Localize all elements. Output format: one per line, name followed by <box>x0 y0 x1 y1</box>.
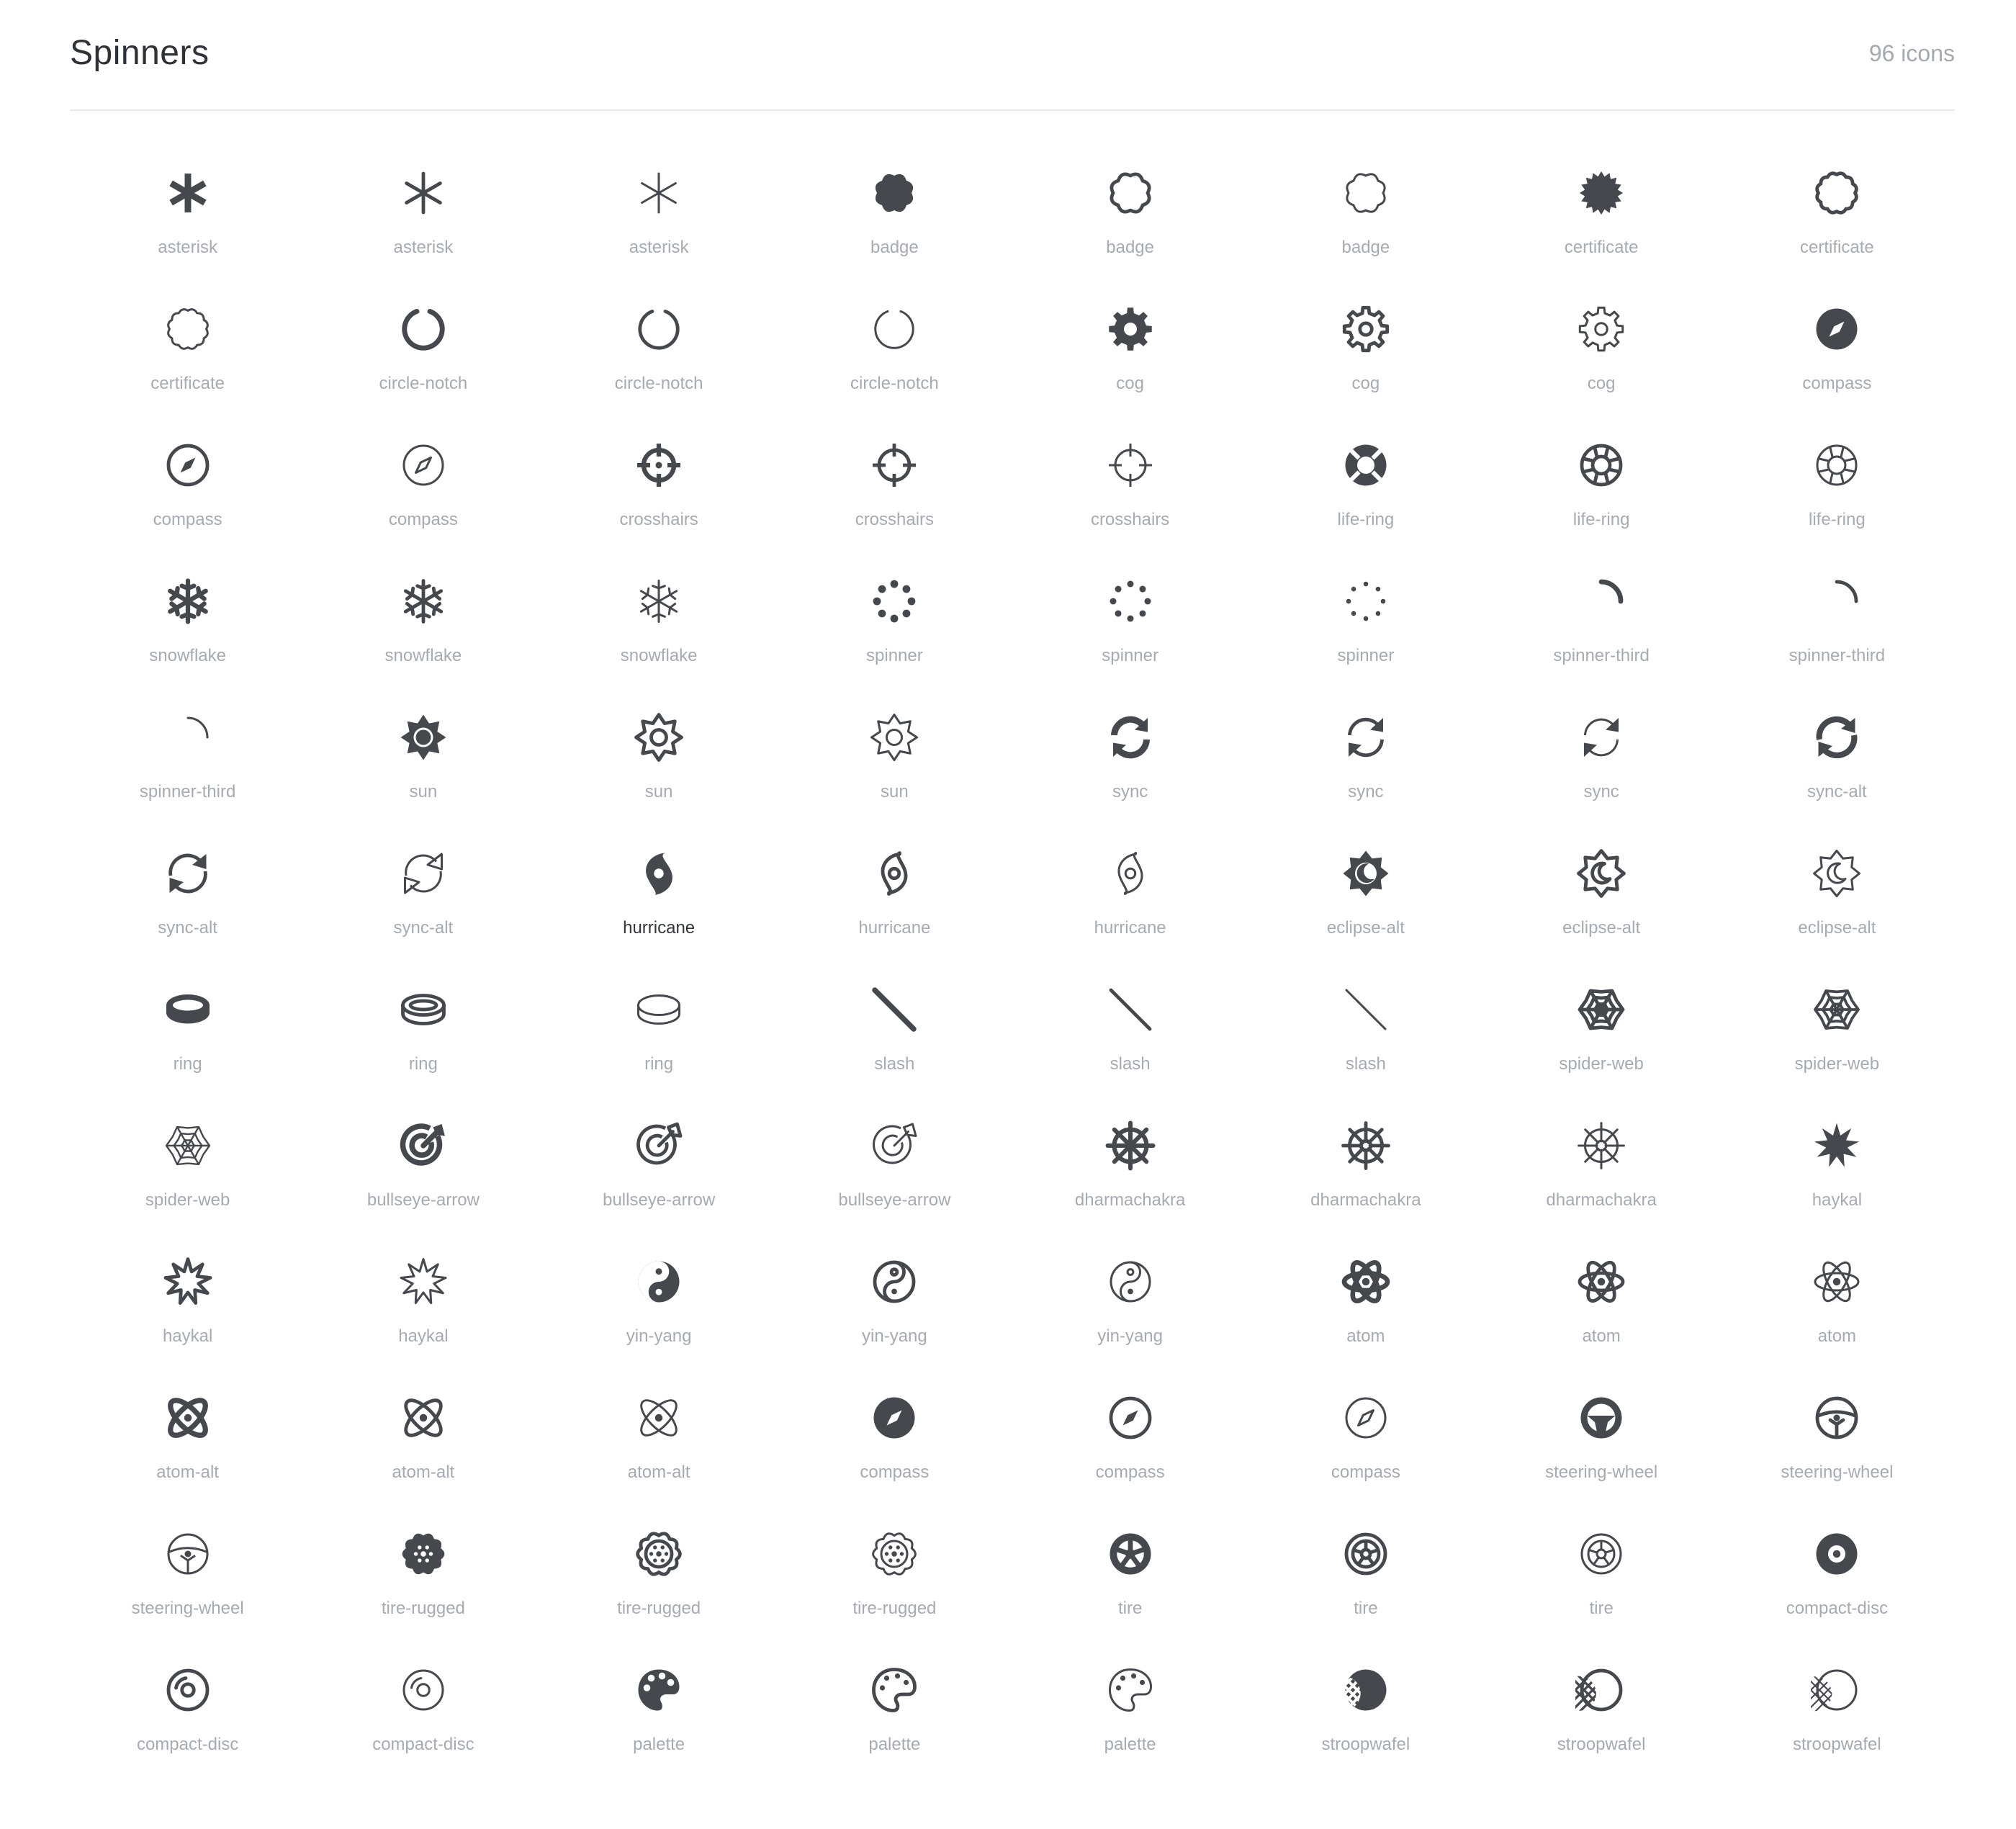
icon-label: slash <box>874 1054 915 1074</box>
icon-label: haykal <box>162 1326 213 1346</box>
compact-disc-icon <box>397 1664 449 1716</box>
icon-tile-hurricane-regular[interactable] <box>777 817 1012 953</box>
icon-label: ring <box>644 1054 674 1074</box>
icon-label: steering-wheel <box>1781 1462 1894 1482</box>
icon-tile-sun-light[interactable] <box>777 681 1012 817</box>
haykal-icon <box>162 1256 214 1308</box>
sync-alt-icon <box>162 848 214 899</box>
icon-label: spinner-third <box>1788 646 1886 665</box>
icon-tile-spider-web-light[interactable] <box>70 1089 305 1226</box>
eclipse-alt-icon <box>1340 848 1392 899</box>
icon-label: compass <box>153 510 222 529</box>
atom-alt-icon <box>162 1392 214 1444</box>
icon-tile-atom-light[interactable] <box>1719 1226 1955 1362</box>
icon-label: spider-web <box>1794 1054 1880 1074</box>
icon-label: compact-disc <box>1786 1599 1889 1618</box>
icon-tile-tire-rugged-regular[interactable] <box>541 1498 777 1634</box>
icon-tile-snowflake-light[interactable] <box>541 545 777 681</box>
icon-label: atom-alt <box>627 1462 690 1482</box>
icon-tile-sync-alt-light[interactable] <box>305 817 541 953</box>
icon-tile-dharmachakra-light[interactable] <box>1484 1089 1719 1226</box>
icon-tile-yin-yang-regular[interactable] <box>777 1226 1012 1362</box>
life-ring-icon <box>1811 439 1863 491</box>
icon-tile-circle-notch-regular[interactable] <box>541 273 777 409</box>
icon-tile-compass-light[interactable] <box>305 409 541 545</box>
steering-wheel-icon <box>1575 1392 1627 1444</box>
icon-label: bullseye-arrow <box>838 1190 951 1210</box>
icon-tile-asterisk-regular[interactable] <box>305 137 541 273</box>
icon-label: crosshairs <box>619 510 698 529</box>
tire-rugged-icon <box>633 1528 685 1580</box>
icon-label: dharmachakra <box>1074 1190 1186 1210</box>
icon-label: dharmachakra <box>1546 1190 1657 1210</box>
icon-label: sync-alt <box>158 918 217 938</box>
icon-label: certificate <box>1800 238 1874 257</box>
haykal-icon <box>1811 1120 1863 1172</box>
icon-tile-spider-web-solid[interactable] <box>1484 953 1719 1089</box>
spinner-icon <box>1104 575 1156 627</box>
icon-tile-eclipse-alt-regular[interactable] <box>1484 817 1719 953</box>
icon-label: yin-yang <box>1097 1326 1163 1346</box>
haykal-icon <box>397 1256 449 1308</box>
atom-icon <box>1811 1256 1863 1308</box>
spinner-third-icon <box>1575 575 1627 627</box>
icon-label: tire-rugged <box>381 1599 465 1618</box>
icon-tile-dharmachakra-solid[interactable] <box>1012 1089 1248 1226</box>
icon-tile-yin-yang-light[interactable] <box>1012 1226 1248 1362</box>
icon-label: sync <box>1348 782 1384 801</box>
icon-tile-compact-disc-regular[interactable] <box>70 1634 305 1770</box>
icon-tile-eclipse-alt-solid[interactable] <box>1248 817 1483 953</box>
icon-tile-ring-regular[interactable] <box>305 953 541 1089</box>
icon-label: crosshairs <box>855 510 935 529</box>
icon-label: sync <box>1583 782 1619 801</box>
icon-tile-spinner-regular[interactable] <box>1012 545 1248 681</box>
spinner-third-icon <box>162 711 214 763</box>
icon-tile-compass-light[interactable] <box>1248 1362 1483 1498</box>
page-title: Spinners <box>70 34 210 72</box>
icon-tile-tire-regular[interactable] <box>1248 1498 1483 1634</box>
spider-web-icon <box>1575 984 1627 1035</box>
circle-notch-icon <box>868 303 920 355</box>
icon-label: circle-notch <box>614 374 703 393</box>
icon-tile-sync-regular[interactable] <box>1248 681 1483 817</box>
icon-label: spinner-third <box>139 782 236 801</box>
icon-label: circle-notch <box>850 374 939 393</box>
badge-icon <box>868 167 920 219</box>
tire-icon <box>1575 1528 1627 1580</box>
life-ring-icon <box>1575 439 1627 491</box>
icon-tile-slash-light[interactable] <box>1248 953 1483 1089</box>
icon-tile-badge-light[interactable] <box>1248 137 1483 273</box>
eclipse-alt-icon <box>1811 848 1863 899</box>
icon-tile-steering-wheel-light[interactable] <box>70 1498 305 1634</box>
icon-label: spinner <box>1102 646 1158 665</box>
asterisk-icon <box>397 167 449 219</box>
icon-label: steering-wheel <box>1545 1462 1658 1482</box>
icon-tile-crosshairs-regular[interactable] <box>777 409 1012 545</box>
dharmachakra-icon <box>1575 1120 1627 1172</box>
icon-label: stroopwafel <box>1793 1735 1881 1754</box>
icon-tile-steering-wheel-solid[interactable] <box>1484 1362 1719 1498</box>
icon-tile-stroopwafel-regular[interactable] <box>1484 1634 1719 1770</box>
spider-web-icon <box>162 1120 214 1172</box>
icon-tile-spinner-light[interactable] <box>1248 545 1483 681</box>
icon-label: compass <box>388 510 458 529</box>
icon-label: compass <box>1331 1462 1400 1482</box>
icon-tile-haykal-solid[interactable] <box>1719 1089 1955 1226</box>
compass-icon <box>1104 1392 1156 1444</box>
cog-icon <box>1575 303 1627 355</box>
bullseye-arrow-icon <box>868 1120 920 1172</box>
icon-label: life-ring <box>1337 510 1395 529</box>
icon-label: snowflake <box>620 646 698 665</box>
icon-count: 96 icons <box>1868 40 1955 66</box>
certificate-icon <box>1575 167 1627 219</box>
hurricane-icon <box>1104 848 1156 899</box>
circle-notch-icon <box>633 303 685 355</box>
ring-icon <box>397 984 449 1035</box>
snowflake-icon <box>397 575 449 627</box>
icon-tile-spider-web-regular[interactable] <box>1719 953 1955 1089</box>
sync-alt-icon <box>397 848 449 899</box>
compact-disc-icon <box>1811 1528 1863 1580</box>
icon-label: spinner-third <box>1553 646 1650 665</box>
icon-label: slash <box>1110 1054 1151 1074</box>
icon-label: palette <box>1104 1735 1156 1754</box>
icon-tile-palette-solid[interactable] <box>541 1634 777 1770</box>
icon-label: badge <box>1341 238 1390 257</box>
sync-icon <box>1104 711 1156 763</box>
atom-icon <box>1340 1256 1392 1308</box>
icon-tile-atom-regular[interactable] <box>1484 1226 1719 1362</box>
icon-label: spinner <box>866 646 923 665</box>
icon-label: yin-yang <box>626 1326 692 1346</box>
icon-tile-eclipse-alt-light[interactable] <box>1719 817 1955 953</box>
icon-tile-palette-light[interactable] <box>1012 1634 1248 1770</box>
tire-icon <box>1340 1528 1392 1580</box>
icon-label: yin-yang <box>862 1326 927 1346</box>
icon-label: tire-rugged <box>852 1599 937 1618</box>
stroopwafel-icon <box>1575 1664 1627 1716</box>
icon-tile-cog-regular[interactable] <box>1248 273 1483 409</box>
compass-icon <box>868 1392 920 1444</box>
icon-label: asterisk <box>393 238 454 257</box>
yin-yang-icon <box>633 1256 685 1308</box>
spinner-icon <box>868 575 920 627</box>
icon-tile-compass-regular[interactable] <box>70 409 305 545</box>
icon-tile-bullseye-arrow-solid[interactable] <box>305 1089 541 1226</box>
crosshairs-icon <box>1104 439 1156 491</box>
icon-label: compass <box>1095 1462 1165 1482</box>
steering-wheel-icon <box>1811 1392 1863 1444</box>
stroopwafel-icon <box>1811 1664 1863 1716</box>
spider-web-icon <box>1811 984 1863 1035</box>
icon-label: tire-rugged <box>617 1599 701 1618</box>
sun-icon <box>397 711 449 763</box>
compact-disc-icon <box>162 1664 214 1716</box>
icon-label: sun <box>409 782 438 801</box>
icon-label: stroopwafel <box>1321 1735 1410 1754</box>
icon-label: sun <box>644 782 673 801</box>
icon-label: cog <box>1587 374 1616 393</box>
icon-label: hurricane <box>1094 918 1166 938</box>
slash-icon <box>1104 984 1156 1035</box>
icon-tile-atom-alt-light[interactable] <box>541 1362 777 1498</box>
icon-tile-spinner-solid[interactable] <box>777 545 1012 681</box>
icon-label: compass <box>860 1462 930 1482</box>
hurricane-icon <box>633 848 685 899</box>
asterisk-icon <box>633 167 685 219</box>
icon-tile-haykal-light[interactable] <box>305 1226 541 1362</box>
ring-icon <box>162 984 214 1035</box>
palette-icon <box>633 1664 685 1716</box>
icon-tile-badge-solid[interactable] <box>777 137 1012 273</box>
icon-tile-slash-regular[interactable] <box>1012 953 1248 1089</box>
icon-tile-slash-solid[interactable] <box>777 953 1012 1089</box>
atom-icon <box>1575 1256 1627 1308</box>
icon-tile-tire-light[interactable] <box>1484 1498 1719 1634</box>
icon-tile-bullseye-arrow-light[interactable] <box>777 1089 1012 1226</box>
yin-yang-icon <box>1104 1256 1156 1308</box>
icon-label: slash <box>1345 1054 1386 1074</box>
icon-tile-compact-disc-light[interactable] <box>305 1634 541 1770</box>
icon-tile-compass-solid[interactable] <box>1719 273 1955 409</box>
icon-tile-circle-notch-light[interactable] <box>777 273 1012 409</box>
icon-label: life-ring <box>1572 510 1630 529</box>
icon-tile-spinner-third-solid[interactable] <box>1484 545 1719 681</box>
atom-alt-icon <box>633 1392 685 1444</box>
icon-label: circle-notch <box>379 374 468 393</box>
icon-tile-compass-regular[interactable] <box>1012 1362 1248 1498</box>
icon-tile-tire-rugged-solid[interactable] <box>305 1498 541 1634</box>
icon-tile-compass-solid[interactable] <box>777 1362 1012 1498</box>
sun-icon <box>633 711 685 763</box>
icon-tile-crosshairs-light[interactable] <box>1012 409 1248 545</box>
icon-label: ring <box>408 1054 438 1074</box>
icon-label: haykal <box>398 1326 449 1346</box>
icon-label: palette <box>633 1735 685 1754</box>
cog-icon <box>1340 303 1392 355</box>
eclipse-alt-icon <box>1575 848 1627 899</box>
icon-label: crosshairs <box>1090 510 1170 529</box>
icon-tile-cog-solid[interactable] <box>1012 273 1248 409</box>
icon-tile-life-ring-light[interactable] <box>1719 409 1955 545</box>
icon-label: life-ring <box>1809 510 1866 529</box>
tire-rugged-icon <box>868 1528 920 1580</box>
icon-tile-crosshairs-solid[interactable] <box>541 409 777 545</box>
icon-tile-asterisk-light[interactable] <box>541 137 777 273</box>
life-ring-icon <box>1340 439 1392 491</box>
icon-tile-atom-alt-solid[interactable] <box>70 1362 305 1498</box>
icon-label: ring <box>173 1054 202 1074</box>
icon-tile-atom-solid[interactable] <box>1248 1226 1483 1362</box>
icon-label: atom-alt <box>156 1462 219 1482</box>
icon-tile-hurricane-light[interactable] <box>1012 817 1248 953</box>
icon-label: spider-web <box>1559 1054 1644 1074</box>
compass-icon <box>162 439 214 491</box>
icon-label: spider-web <box>145 1190 230 1210</box>
icon-tile-stroopwafel-light[interactable] <box>1719 1634 1955 1770</box>
slash-icon <box>1340 984 1392 1035</box>
icon-tile-haykal-regular[interactable] <box>70 1226 305 1362</box>
spinner-icon <box>1340 575 1392 627</box>
icon-label: palette <box>868 1735 921 1754</box>
hurricane-icon <box>868 848 920 899</box>
icon-label: certificate <box>150 374 225 393</box>
palette-icon <box>1104 1664 1156 1716</box>
icon-label: tire <box>1589 1599 1614 1618</box>
bullseye-arrow-icon <box>633 1120 685 1172</box>
icon-label: stroopwafel <box>1557 1735 1646 1754</box>
icon-label: spinner <box>1337 646 1395 665</box>
icon-tile-life-ring-regular[interactable] <box>1484 409 1719 545</box>
icon-label: atom <box>1346 1326 1385 1346</box>
icon-label: sync-alt <box>393 918 454 938</box>
icon-tile-sun-solid[interactable] <box>305 681 541 817</box>
icon-tile-hurricane-solid[interactable] <box>541 817 777 953</box>
icon-tile-cog-light[interactable] <box>1484 273 1719 409</box>
icon-label: cog <box>1116 374 1144 393</box>
asterisk-icon <box>162 167 214 219</box>
icon-tile-tire-rugged-light[interactable] <box>777 1498 1012 1634</box>
atom-alt-icon <box>397 1392 449 1444</box>
sync-icon <box>1340 711 1392 763</box>
icon-tile-palette-regular[interactable] <box>777 1634 1012 1770</box>
icon-label: atom <box>1817 1326 1857 1346</box>
icon-label: cog <box>1351 374 1380 393</box>
icon-label: bullseye-arrow <box>366 1190 480 1210</box>
icon-label: eclipse-alt <box>1798 918 1876 938</box>
icon-label: eclipse-alt <box>1562 918 1641 938</box>
palette-icon <box>868 1664 920 1716</box>
icon-tile-sync-light[interactable] <box>1484 681 1719 817</box>
icon-label: badge <box>1106 238 1154 257</box>
icon-tile-stroopwafel-solid[interactable] <box>1248 1634 1483 1770</box>
icon-tile-sync-alt-solid[interactable] <box>1719 681 1955 817</box>
sun-icon <box>868 711 920 763</box>
compass-icon <box>1340 1392 1392 1444</box>
icon-label: bullseye-arrow <box>603 1190 716 1210</box>
stroopwafel-icon <box>1340 1664 1392 1716</box>
spinner-third-icon <box>1811 575 1863 627</box>
icon-label: sun <box>881 782 909 801</box>
icon-label: certificate <box>1564 238 1639 257</box>
dharmachakra-icon <box>1340 1120 1392 1172</box>
icon-tile-steering-wheel-regular[interactable] <box>1719 1362 1955 1498</box>
icon-label: tire <box>1117 1599 1143 1618</box>
ring-icon <box>633 984 685 1035</box>
icon-tile-sync-solid[interactable] <box>1012 681 1248 817</box>
icon-tile-spinner-third-light[interactable] <box>70 681 305 817</box>
sync-icon <box>1575 711 1627 763</box>
crosshairs-icon <box>633 439 685 491</box>
icon-label: steering-wheel <box>131 1599 244 1618</box>
tire-icon <box>1104 1528 1156 1580</box>
steering-wheel-icon <box>162 1528 214 1580</box>
icon-tile-ring-light[interactable] <box>541 953 777 1089</box>
icon-label: hurricane <box>858 918 931 938</box>
icon-tile-badge-regular[interactable] <box>1012 137 1248 273</box>
icon-label: eclipse-alt <box>1326 918 1405 938</box>
icon-tile-tire-solid[interactable] <box>1012 1498 1248 1634</box>
sync-alt-icon <box>1811 711 1863 763</box>
icon-label: dharmachakra <box>1310 1190 1421 1210</box>
icon-label: sync-alt <box>1807 782 1867 801</box>
icon-tile-atom-alt-regular[interactable] <box>305 1362 541 1498</box>
icon-label: hurricane <box>623 918 696 938</box>
icon-label: snowflake <box>384 646 462 665</box>
icon-label: compact-disc <box>136 1735 239 1754</box>
icon-tile-ring-solid[interactable] <box>70 953 305 1089</box>
yin-yang-icon <box>868 1256 920 1308</box>
snowflake-icon <box>162 575 214 627</box>
icon-tile-dharmachakra-regular[interactable] <box>1248 1089 1483 1226</box>
icon-tile-certificate-light[interactable] <box>70 273 305 409</box>
icon-tile-certificate-solid[interactable] <box>1484 137 1719 273</box>
icon-tile-spinner-third-regular[interactable] <box>1719 545 1955 681</box>
badge-icon <box>1104 167 1156 219</box>
icon-label: atom <box>1582 1326 1621 1346</box>
tire-rugged-icon <box>397 1528 449 1580</box>
icon-tile-life-ring-solid[interactable] <box>1248 409 1483 545</box>
icon-label: sync <box>1112 782 1148 801</box>
certificate-icon <box>162 303 214 355</box>
bullseye-arrow-icon <box>397 1120 449 1172</box>
page-header <box>70 29 1955 111</box>
icon-tile-sun-regular[interactable] <box>541 681 777 817</box>
icon-tile-asterisk-solid[interactable] <box>70 137 305 273</box>
icon-label: snowflake <box>149 646 226 665</box>
icon-label: asterisk <box>629 238 689 257</box>
snowflake-icon <box>633 575 685 627</box>
compass-icon <box>397 439 449 491</box>
circle-notch-icon <box>397 303 449 355</box>
certificate-icon <box>1811 167 1863 219</box>
cog-icon <box>1104 303 1156 355</box>
compass-icon <box>1811 303 1863 355</box>
icon-tile-yin-yang-solid[interactable] <box>541 1226 777 1362</box>
icon-tile-compact-disc-solid[interactable] <box>1719 1498 1955 1634</box>
icon-label: badge <box>870 238 919 257</box>
icon-label: haykal <box>1812 1190 1863 1210</box>
icon-label: asterisk <box>158 238 217 257</box>
icon-tile-snowflake-solid[interactable] <box>70 545 305 681</box>
icon-tile-sync-alt-regular[interactable] <box>70 817 305 953</box>
dharmachakra-icon <box>1104 1120 1156 1172</box>
icon-label: atom-alt <box>392 1462 455 1482</box>
badge-icon <box>1340 167 1392 219</box>
icon-tile-snowflake-regular[interactable] <box>305 545 541 681</box>
icon-tile-certificate-regular[interactable] <box>1719 137 1955 273</box>
icon-label: compact-disc <box>372 1735 474 1754</box>
icon-label: tire <box>1354 1599 1378 1618</box>
icon-grid <box>70 137 1955 1770</box>
icon-tile-circle-notch-solid[interactable] <box>305 273 541 409</box>
slash-icon <box>868 984 920 1035</box>
crosshairs-icon <box>868 439 920 491</box>
icon-label: compass <box>1802 374 1872 393</box>
icon-tile-bullseye-arrow-regular[interactable] <box>541 1089 777 1226</box>
